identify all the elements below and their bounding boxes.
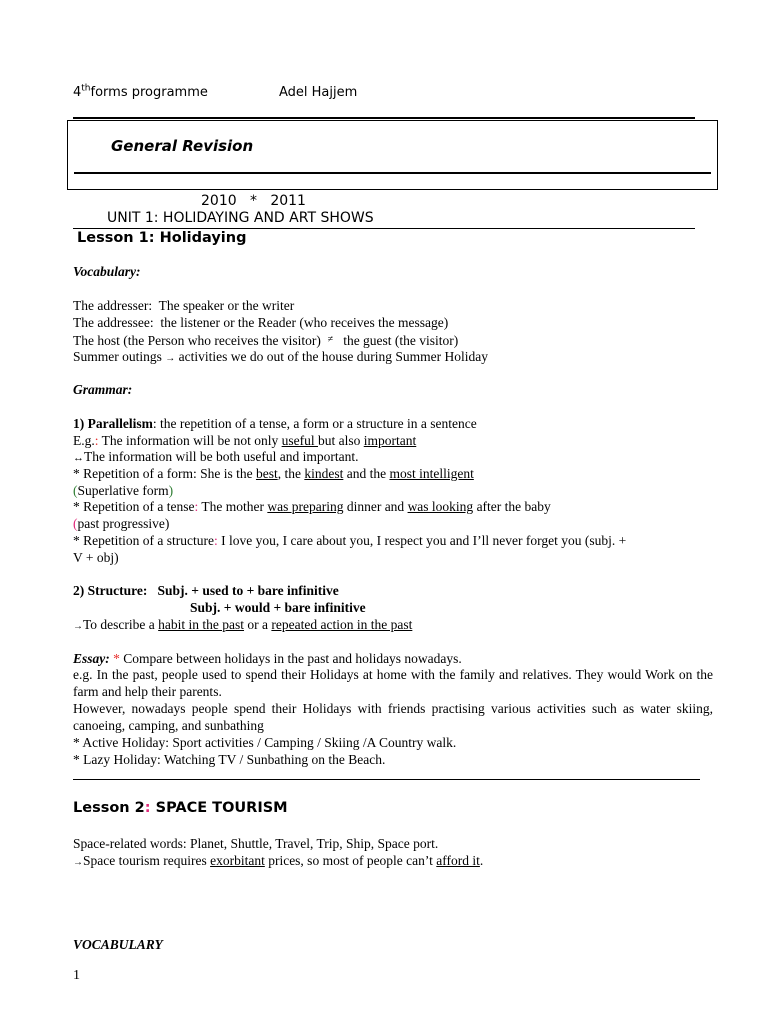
header-forms-programme: 4thforms programme: [73, 83, 208, 100]
repetition-form: * Repetition of a form: She is the best, the kindest and the most intelligent: [73, 466, 474, 481]
superlative-note: (Superlative form): [73, 483, 174, 498]
right-arrow-icon: →: [165, 353, 176, 364]
structure-would: Subj. + would + bare infinitive: [190, 600, 366, 615]
lazy-holiday: * Lazy Holiday: Watching TV / Sunbathing on the Beach.: [73, 752, 386, 767]
box-rule: [74, 172, 711, 174]
vocab-addressee: The addressee: the listener or the Reader (who receives the message): [73, 315, 449, 330]
parallelism-example: E.g.: The information will be not only useful but also important: [73, 433, 417, 448]
parallelism-example-equivalent: ↔The information will be both useful and important.: [73, 449, 359, 464]
repetition-tense: * Repetition of a tense: The mother was preparing dinner and was looking after the baby: [73, 499, 551, 514]
lesson2-title: Lesson 2: SPACE TOURISM: [73, 800, 288, 816]
school-years: 2010 * 2011: [201, 193, 306, 209]
repetition-structure: * Repetition of a structure: I love you, I care about you, I respect you and I’ll never forget you (subj. +: [73, 533, 627, 548]
essay-past: e.g. In the past, people used to spend their Holidays at home with the family and relatives. They would Work on the farm and help their parents.: [73, 667, 713, 699]
essay-prompt: Essay: * Compare between holidays in the past and holidays nowadays.: [73, 651, 462, 666]
page-number: 1: [73, 968, 80, 983]
active-holiday: * Active Holiday: Sport activities / Camping / Skiing /A Country walk.: [73, 735, 457, 750]
essay-nowadays: However, nowadays people spend their Holidays with friends practising various activities such as water skiing, canoeing, camping, and sunbathing: [73, 701, 713, 733]
lesson1-title: Lesson 1: Holidaying: [77, 230, 247, 246]
vocab-addresser: The addresser: The speaker or the writer: [73, 298, 295, 313]
header-author: Adel Hajjem: [279, 85, 358, 100]
not-equal-symbol: ≠: [327, 334, 334, 345]
double-arrow-icon: ↔: [73, 452, 84, 464]
vocab-summer-outings: Summer outings → activities we do out of the house during Summer Holiday: [73, 349, 488, 364]
structure-purpose: →To describe a habit in the past or a repeated action in the past: [73, 617, 413, 632]
section-rule: [73, 779, 700, 780]
space-words: Space-related words: Planet, Shuttle, Travel, Trip, Ship, Space port.: [73, 836, 439, 851]
parallelism-definition: 1) Parallelism: the repetition of a tense, a form or a structure in a sentence: [73, 416, 477, 431]
past-progressive-note: (past progressive): [73, 516, 170, 531]
space-tourism-cost: →Space tourism requires exorbitant prices, so most of people can’t afford it.: [73, 853, 484, 868]
vocab-host: The host (the Person who receives the visitor) ≠ the guest (the visitor): [73, 333, 459, 348]
title-box: [67, 120, 718, 190]
vocabulary-heading-2: VOCABULARY: [73, 937, 163, 952]
right-arrow-icon: →: [73, 621, 83, 632]
unit-title: UNIT 1: HOLIDAYING AND ART SHOWS: [107, 210, 374, 226]
unit-rule: [73, 228, 695, 229]
repetition-structure-cont: V + obj): [73, 550, 119, 565]
structure-used-to: 2) Structure: Subj. + used to + bare infinitive: [73, 583, 339, 598]
vocabulary-heading: Vocabulary:: [73, 264, 141, 279]
header-rule: [73, 117, 695, 119]
right-arrow-icon: →: [73, 857, 83, 868]
box-title: General Revision: [111, 137, 254, 155]
grammar-heading: Grammar:: [73, 382, 133, 397]
